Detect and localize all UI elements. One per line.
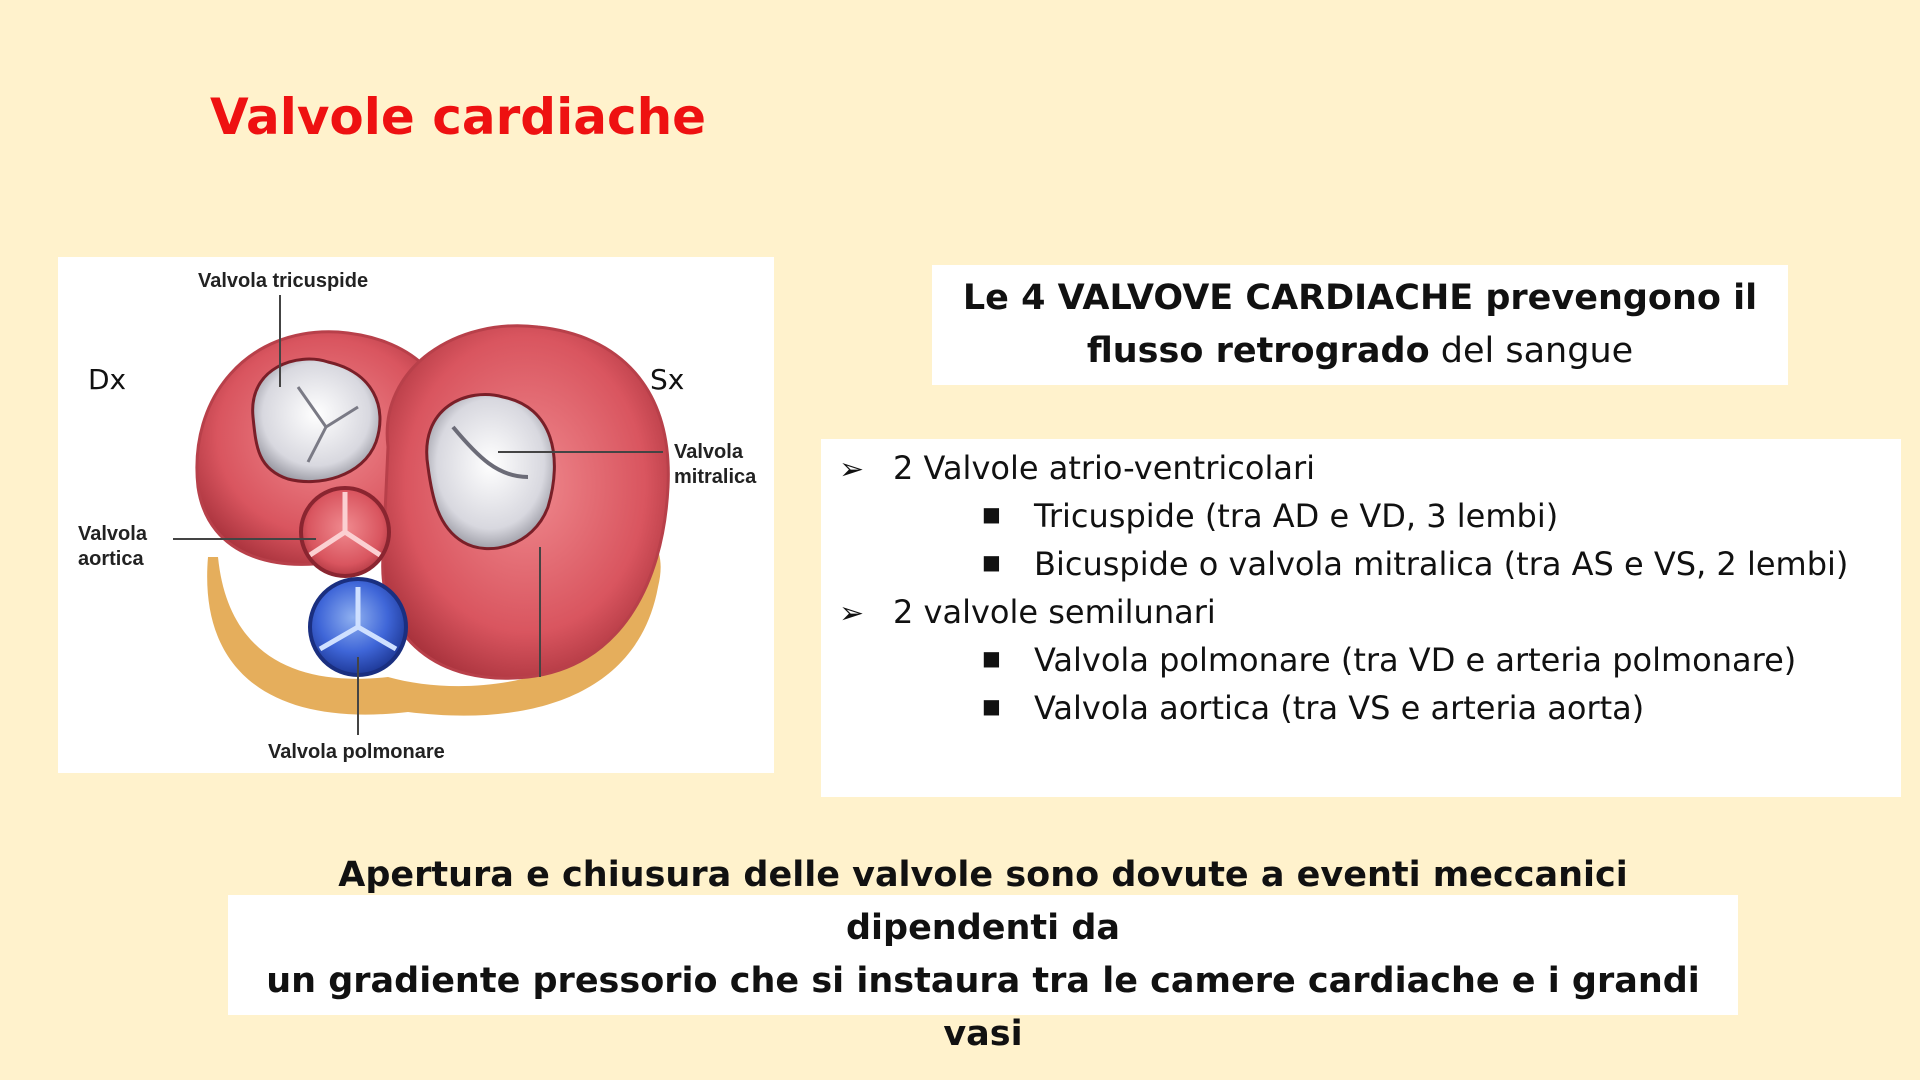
footer-statement-box <box>228 855 1738 1054</box>
intro-bold-line2: flusso retrogrado <box>1086 331 1430 371</box>
tricuspid-valve-shape <box>253 359 380 482</box>
list-item <box>982 497 1558 535</box>
footer-line1: Apertura e chiusura delle valvole sono dovute a eventi meccanici dipendenti da <box>338 855 1628 948</box>
mitral-valve-shape <box>427 395 555 549</box>
heart-valves-illustration <box>58 257 774 773</box>
slide-title: Valvole cardiache <box>210 88 707 146</box>
side-label-left: Sx <box>650 363 685 396</box>
heart-valves-figure <box>58 257 774 773</box>
label-aortic-line2: aortica <box>78 548 144 570</box>
list-group-atrioventricular <box>839 449 1315 487</box>
label-aortic-line1: Valvola <box>78 523 147 545</box>
list-item-text: Valvola polmonare (tra VD e arteria polmonare) <box>1034 641 1797 679</box>
arrow-bullet-icon: ➢ <box>839 452 865 487</box>
label-tricuspid-valve: Valvola tricuspide <box>198 270 369 292</box>
label-aortic-valve <box>78 522 147 572</box>
side-label-right: Dx <box>88 363 127 396</box>
label-pulmonary-valve: Valvola polmonare <box>268 741 445 763</box>
label-mitral-line2: mitralica <box>674 466 757 488</box>
list-item-text: Bicuspide o valvola mitralica (tra AS e VS, 2 lembi) <box>1034 545 1849 583</box>
list-group-label: 2 Valvole atrio-ventricolari <box>893 449 1315 487</box>
square-bullet-icon: ■ <box>982 694 1001 718</box>
list-item <box>982 689 1644 727</box>
list-item-text: Valvola aortica (tra VS e arteria aorta) <box>1034 689 1645 727</box>
intro-regular-text: del sangue <box>1429 331 1634 371</box>
label-mitral-line1: Valvola <box>674 441 743 463</box>
label-mitral-valve <box>674 440 756 490</box>
list-group-semilunar <box>839 593 1216 631</box>
list-item <box>982 545 1848 583</box>
list-item-text: Tricuspide (tra AD e VD, 3 lembi) <box>1034 497 1559 535</box>
valve-list-box <box>821 439 1901 797</box>
square-bullet-icon: ■ <box>982 550 1001 574</box>
intro-box <box>932 265 1788 385</box>
list-group-label: 2 valvole semilunari <box>893 593 1216 631</box>
square-bullet-icon: ■ <box>982 502 1001 526</box>
arrow-bullet-icon: ➢ <box>839 596 865 631</box>
intro-bold-line1: Le 4 VALVOVE CARDIACHE prevengono il <box>962 278 1758 318</box>
square-bullet-icon: ■ <box>982 646 1001 670</box>
footer-line2: un gradiente pressorio che si instaura tra le camere cardiache e i grandi vasi <box>266 961 1700 1054</box>
list-item <box>982 641 1796 679</box>
